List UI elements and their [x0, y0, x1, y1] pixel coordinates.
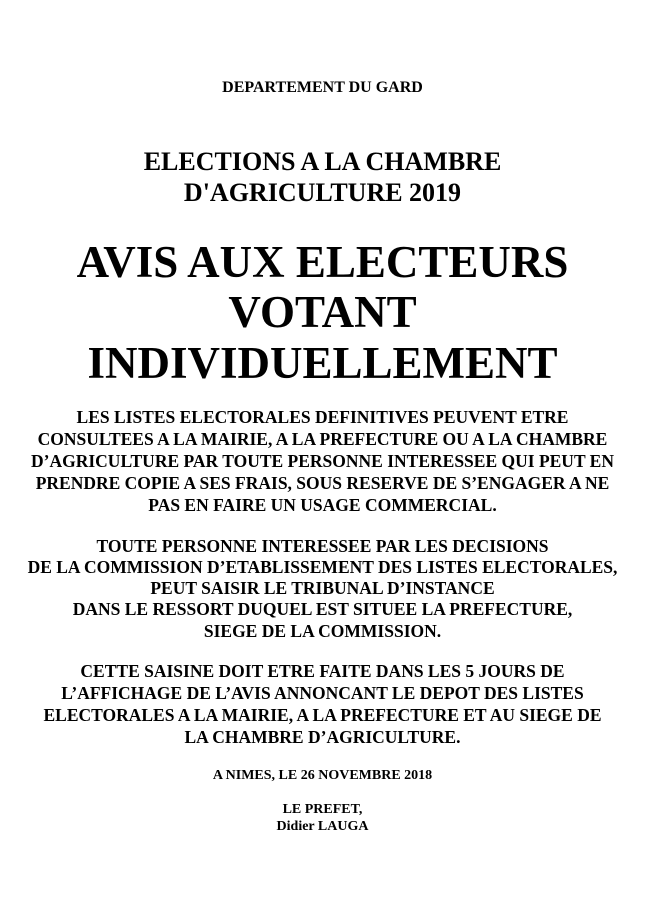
elections-title-line-1: ELECTIONS A LA CHAMBRE	[143, 147, 502, 176]
paragraph3-line: ELECTORALES A LA MAIRIE, A LA PREFECTURE ET AU SIEGE DE	[43, 705, 602, 725]
signatory-title: LE PREFET,	[282, 802, 363, 817]
paragraph1-line: D’AGRICULTURE PAR TOUTE PERSONNE INTERESSEE QUI PEUT EN	[31, 451, 614, 471]
paragraph2-line: DANS LE RESSORT DUQUEL EST SITUEE LA PREFECTURE,	[72, 599, 573, 619]
paragraph3-line: LA CHAMBRE D’AGRICULTURE.	[184, 727, 461, 747]
paragraph2-line: PEUT SAISIR LE TRIBUNAL D’INSTANCE	[150, 578, 495, 598]
paragraph2-line: TOUTE PERSONNE INTERESSEE PAR LES DECISIONS	[96, 536, 549, 556]
paragraph3-line: CETTE SAISINE DOIT ETRE FAITE DANS LES 5 JOURS DE	[80, 661, 565, 681]
paragraph1-line: PRENDRE COPIE A SES FRAIS, SOUS RESERVE DE S’ENGAGER A NE	[35, 473, 610, 493]
signatory-name: Didier LAUGA	[276, 819, 369, 834]
notice-title-line-3: INDIVIDUELLEMENT	[87, 338, 558, 388]
place-date: A NIMES, LE 26 NOVEMBRE 2018	[212, 768, 433, 783]
paragraph3-line: L’AFFICHAGE DE L’AVIS ANNONCANT LE DEPOT DES LISTES	[61, 683, 584, 703]
notice-title-line-1: AVIS AUX ELECTEURS	[76, 237, 569, 287]
paragraph1-line: LES LISTES ELECTORALES DEFINITIVES PEUVENT ETRE	[76, 407, 569, 427]
paragraph2-line: SIEGE DE LA COMMISSION.	[203, 621, 442, 641]
department-heading: DEPARTEMENT DU GARD	[222, 79, 423, 96]
paragraph2-line: DE LA COMMISSION D’ETABLISSEMENT DES LISTES ELECTORALES,	[27, 557, 618, 577]
notice-title-line-2: VOTANT	[228, 287, 417, 337]
elections-title-line-2: D'AGRICULTURE 2019	[183, 178, 462, 207]
paragraph1-line: PAS EN FAIRE UN USAGE COMMERCIAL.	[148, 495, 497, 515]
paragraph1-line: CONSULTEES A LA MAIRIE, A LA PREFECTURE OU A LA CHAMBRE	[37, 429, 608, 449]
